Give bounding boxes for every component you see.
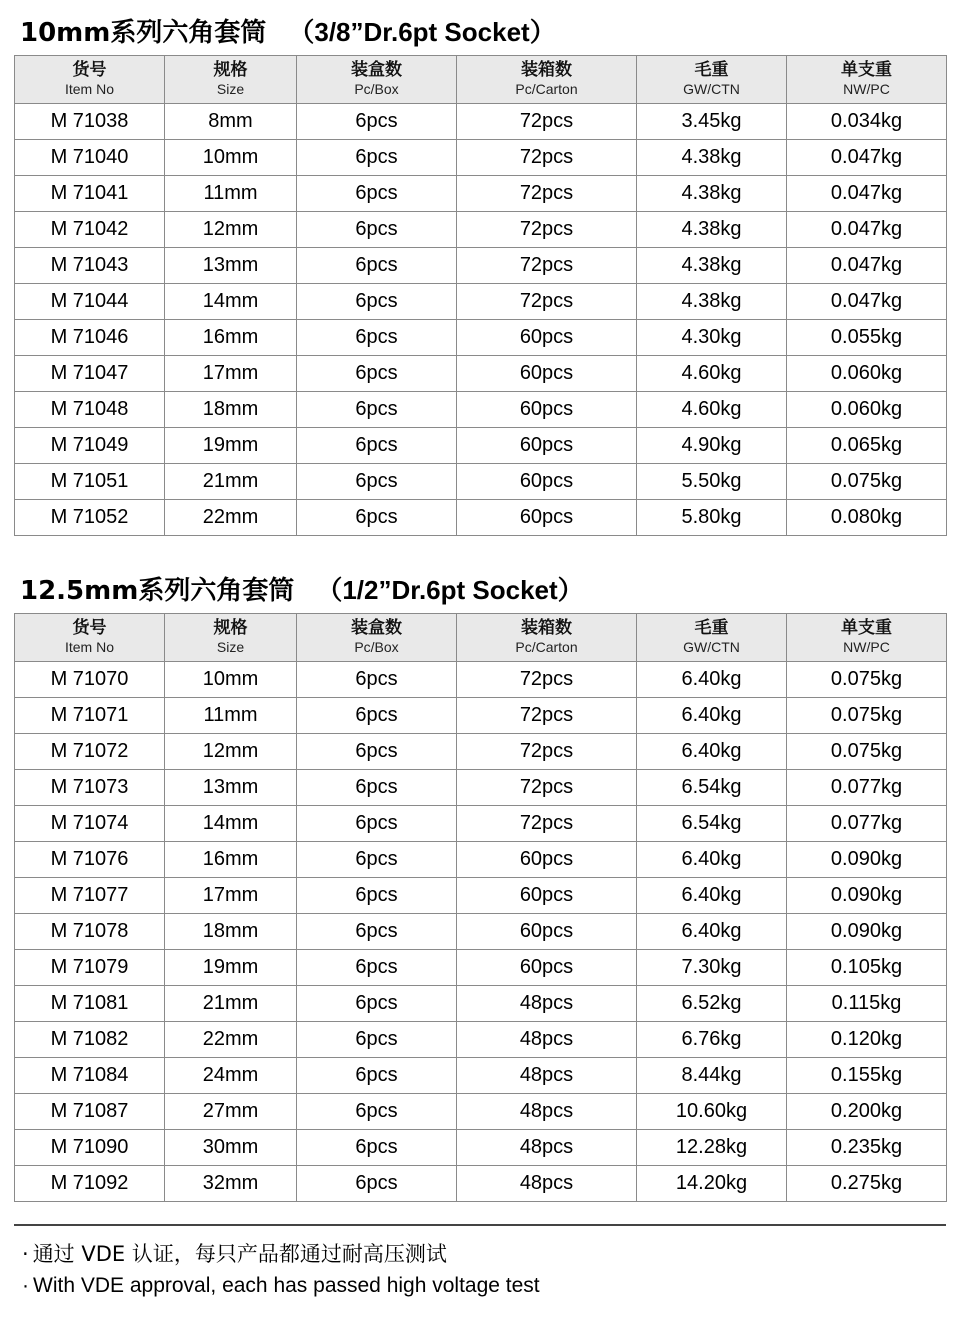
- cell-size: 17mm: [165, 877, 297, 913]
- cell-nw-pc: 0.077kg: [787, 769, 947, 805]
- cell-item-no: M 71071: [15, 697, 165, 733]
- cell-nw-pc: 0.075kg: [787, 697, 947, 733]
- table-row: [15, 283, 947, 319]
- cell-pc-carton: 48pcs: [457, 1021, 637, 1057]
- cell-gw-ctn: 3.45kg: [637, 103, 787, 139]
- section-title-1: [14, 8, 946, 55]
- cell-nw-pc: 0.075kg: [787, 661, 947, 697]
- cell-nw-pc: 0.055kg: [787, 319, 947, 355]
- cell-size: 18mm: [165, 391, 297, 427]
- cell-size: 14mm: [165, 283, 297, 319]
- cell-size: 11mm: [165, 175, 297, 211]
- table-row: [15, 733, 947, 769]
- cell-nw-pc: 0.077kg: [787, 805, 947, 841]
- cell-size: 21mm: [165, 463, 297, 499]
- cell-pc-box: 6pcs: [297, 697, 457, 733]
- cell-pc-box: 6pcs: [297, 1093, 457, 1129]
- table-row: [15, 769, 947, 805]
- cell-gw-ctn: 6.54kg: [637, 805, 787, 841]
- cell-item-no: M 71052: [15, 499, 165, 535]
- col-header-pc-box: 装盒数 Pc/Box: [297, 613, 457, 661]
- cell-item-no: M 71043: [15, 247, 165, 283]
- cell-pc-box: 6pcs: [297, 913, 457, 949]
- col-header-pc-carton: 装箱数 Pc/Carton: [457, 613, 637, 661]
- cell-item-no: M 71092: [15, 1165, 165, 1201]
- cell-gw-ctn: 14.20kg: [637, 1165, 787, 1201]
- cell-pc-carton: 72pcs: [457, 661, 637, 697]
- cell-nw-pc: 0.075kg: [787, 463, 947, 499]
- cell-size: 24mm: [165, 1057, 297, 1093]
- cell-pc-box: 6pcs: [297, 211, 457, 247]
- cell-item-no: M 71048: [15, 391, 165, 427]
- table-row: [15, 1129, 947, 1165]
- cell-gw-ctn: 6.52kg: [637, 985, 787, 1021]
- table-row: [15, 391, 947, 427]
- cell-pc-box: 6pcs: [297, 949, 457, 985]
- cell-pc-box: 6pcs: [297, 661, 457, 697]
- cell-pc-carton: 72pcs: [457, 247, 637, 283]
- cell-pc-box: 6pcs: [297, 1165, 457, 1201]
- table-row: [15, 877, 947, 913]
- cell-nw-pc: 0.075kg: [787, 733, 947, 769]
- table-header-row: [15, 56, 947, 104]
- col-header-gw-ctn: 毛重 GW/CTN: [637, 613, 787, 661]
- cell-item-no: M 71079: [15, 949, 165, 985]
- cell-size: 19mm: [165, 949, 297, 985]
- cell-size: 30mm: [165, 1129, 297, 1165]
- cell-pc-carton: 60pcs: [457, 391, 637, 427]
- cell-pc-carton: 72pcs: [457, 733, 637, 769]
- cell-gw-ctn: 6.40kg: [637, 877, 787, 913]
- footer-notes: [14, 1224, 946, 1303]
- cell-pc-box: 6pcs: [297, 877, 457, 913]
- cell-pc-box: 6pcs: [297, 103, 457, 139]
- cell-item-no: M 71090: [15, 1129, 165, 1165]
- col-header-size: 规格 Size: [165, 56, 297, 104]
- table-row: [15, 985, 947, 1021]
- cell-item-no: M 71076: [15, 841, 165, 877]
- cell-gw-ctn: 6.40kg: [637, 913, 787, 949]
- cell-pc-carton: 48pcs: [457, 1057, 637, 1093]
- table-row: [15, 139, 947, 175]
- table-row: [15, 427, 947, 463]
- cell-gw-ctn: 4.60kg: [637, 391, 787, 427]
- cell-pc-box: 6pcs: [297, 1129, 457, 1165]
- cell-nw-pc: 0.120kg: [787, 1021, 947, 1057]
- table-row: [15, 175, 947, 211]
- table-row: [15, 319, 947, 355]
- cell-pc-carton: 60pcs: [457, 949, 637, 985]
- table-row: [15, 499, 947, 535]
- table-row: [15, 841, 947, 877]
- cell-item-no: M 71038: [15, 103, 165, 139]
- cell-pc-carton: 48pcs: [457, 985, 637, 1021]
- cell-nw-pc: 0.034kg: [787, 103, 947, 139]
- cell-nw-pc: 0.090kg: [787, 877, 947, 913]
- cell-pc-box: 6pcs: [297, 841, 457, 877]
- cell-pc-carton: 60pcs: [457, 877, 637, 913]
- cell-pc-box: 6pcs: [297, 499, 457, 535]
- col-header-gw-ctn: 毛重 GW/CTN: [637, 56, 787, 104]
- cell-item-no: M 71049: [15, 427, 165, 463]
- cell-nw-pc: 0.047kg: [787, 175, 947, 211]
- cell-nw-pc: 0.090kg: [787, 913, 947, 949]
- section-title-1-cn: 10mm系列六角套筒: [20, 18, 267, 48]
- cell-pc-carton: 72pcs: [457, 103, 637, 139]
- cell-pc-box: 6pcs: [297, 805, 457, 841]
- cell-pc-box: 6pcs: [297, 247, 457, 283]
- cell-nw-pc: 0.090kg: [787, 841, 947, 877]
- cell-size: 10mm: [165, 139, 297, 175]
- table-row: [15, 355, 947, 391]
- cell-item-no: M 71074: [15, 805, 165, 841]
- cell-pc-carton: 60pcs: [457, 463, 637, 499]
- cell-size: 17mm: [165, 355, 297, 391]
- cell-pc-carton: 72pcs: [457, 283, 637, 319]
- col-header-size: 规格 Size: [165, 613, 297, 661]
- cell-pc-carton: 72pcs: [457, 175, 637, 211]
- cell-item-no: M 71082: [15, 1021, 165, 1057]
- table-row: [15, 697, 947, 733]
- col-header-pc-box: 装盒数 Pc/Box: [297, 56, 457, 104]
- cell-gw-ctn: 7.30kg: [637, 949, 787, 985]
- table-row: [15, 661, 947, 697]
- cell-nw-pc: 0.200kg: [787, 1093, 947, 1129]
- cell-pc-box: 6pcs: [297, 139, 457, 175]
- table-row: [15, 463, 947, 499]
- cell-pc-box: 6pcs: [297, 427, 457, 463]
- cell-pc-carton: 60pcs: [457, 319, 637, 355]
- cell-pc-box: 6pcs: [297, 319, 457, 355]
- cell-item-no: M 71040: [15, 139, 165, 175]
- cell-size: 16mm: [165, 841, 297, 877]
- cell-size: 12mm: [165, 211, 297, 247]
- cell-item-no: M 71044: [15, 283, 165, 319]
- cell-gw-ctn: 4.38kg: [637, 211, 787, 247]
- cell-gw-ctn: 5.80kg: [637, 499, 787, 535]
- col-header-pc-carton: 装箱数 Pc/Carton: [457, 56, 637, 104]
- table-row: [15, 805, 947, 841]
- cell-nw-pc: 0.235kg: [787, 1129, 947, 1165]
- cell-nw-pc: 0.275kg: [787, 1165, 947, 1201]
- cell-gw-ctn: 6.40kg: [637, 661, 787, 697]
- cell-pc-box: 6pcs: [297, 733, 457, 769]
- cell-size: 32mm: [165, 1165, 297, 1201]
- section-title-2: [14, 566, 946, 613]
- cell-pc-carton: 48pcs: [457, 1165, 637, 1201]
- cell-gw-ctn: 6.54kg: [637, 769, 787, 805]
- cell-nw-pc: 0.155kg: [787, 1057, 947, 1093]
- cell-pc-carton: 60pcs: [457, 499, 637, 535]
- cell-pc-box: 6pcs: [297, 355, 457, 391]
- cell-pc-carton: 48pcs: [457, 1093, 637, 1129]
- cell-pc-carton: 60pcs: [457, 355, 637, 391]
- cell-gw-ctn: 4.60kg: [637, 355, 787, 391]
- cell-size: 19mm: [165, 427, 297, 463]
- cell-size: 10mm: [165, 661, 297, 697]
- note-text-en: With VDE approval, each has passed high voltage test: [33, 1274, 540, 1298]
- cell-nw-pc: 0.047kg: [787, 283, 947, 319]
- section-spacer: [14, 536, 946, 566]
- cell-nw-pc: 0.060kg: [787, 391, 947, 427]
- cell-pc-box: 6pcs: [297, 1057, 457, 1093]
- cell-gw-ctn: 4.90kg: [637, 427, 787, 463]
- cell-pc-carton: 72pcs: [457, 805, 637, 841]
- cell-item-no: M 71047: [15, 355, 165, 391]
- cell-gw-ctn: 4.38kg: [637, 247, 787, 283]
- cell-item-no: M 71041: [15, 175, 165, 211]
- cell-nw-pc: 0.047kg: [787, 211, 947, 247]
- cell-size: 16mm: [165, 319, 297, 355]
- cell-gw-ctn: 4.38kg: [637, 175, 787, 211]
- cell-nw-pc: 0.080kg: [787, 499, 947, 535]
- section-title-1-en: （3/8”Dr.6pt Socket）: [288, 17, 556, 47]
- cell-pc-box: 6pcs: [297, 985, 457, 1021]
- table-row: [15, 103, 947, 139]
- cell-item-no: M 71077: [15, 877, 165, 913]
- cell-gw-ctn: 4.38kg: [637, 139, 787, 175]
- note-line-cn: [22, 1238, 946, 1271]
- cell-item-no: M 71051: [15, 463, 165, 499]
- cell-gw-ctn: 6.40kg: [637, 733, 787, 769]
- cell-gw-ctn: 4.30kg: [637, 319, 787, 355]
- cell-size: 13mm: [165, 769, 297, 805]
- cell-pc-box: 6pcs: [297, 1021, 457, 1057]
- cell-gw-ctn: 4.38kg: [637, 283, 787, 319]
- cell-item-no: M 71084: [15, 1057, 165, 1093]
- cell-pc-carton: 72pcs: [457, 697, 637, 733]
- note-bullet-icon: ·: [22, 1274, 29, 1298]
- cell-size: 8mm: [165, 103, 297, 139]
- cell-gw-ctn: 6.76kg: [637, 1021, 787, 1057]
- cell-size: 27mm: [165, 1093, 297, 1129]
- cell-size: 14mm: [165, 805, 297, 841]
- cell-size: 18mm: [165, 913, 297, 949]
- cell-pc-box: 6pcs: [297, 391, 457, 427]
- table-row: [15, 1093, 947, 1129]
- cell-nw-pc: 0.047kg: [787, 247, 947, 283]
- cell-item-no: M 71046: [15, 319, 165, 355]
- table-row: [15, 211, 947, 247]
- section-title-2-cn: 12.5mm系列六角套筒: [20, 575, 295, 606]
- cell-item-no: M 71070: [15, 661, 165, 697]
- cell-item-no: M 71073: [15, 769, 165, 805]
- cell-item-no: M 71042: [15, 211, 165, 247]
- cell-size: 13mm: [165, 247, 297, 283]
- spec-table-2: [14, 613, 947, 1202]
- cell-pc-box: 6pcs: [297, 175, 457, 211]
- cell-size: 22mm: [165, 499, 297, 535]
- cell-pc-carton: 72pcs: [457, 211, 637, 247]
- cell-nw-pc: 0.065kg: [787, 427, 947, 463]
- cell-pc-box: 6pcs: [297, 769, 457, 805]
- table-row: [15, 913, 947, 949]
- cell-gw-ctn: 8.44kg: [637, 1057, 787, 1093]
- table-row: [15, 1021, 947, 1057]
- cell-nw-pc: 0.115kg: [787, 985, 947, 1021]
- cell-gw-ctn: 5.50kg: [637, 463, 787, 499]
- cell-size: 22mm: [165, 1021, 297, 1057]
- cell-pc-carton: 72pcs: [457, 139, 637, 175]
- table-row: [15, 247, 947, 283]
- cell-nw-pc: 0.105kg: [787, 949, 947, 985]
- cell-pc-carton: 60pcs: [457, 427, 637, 463]
- cell-item-no: M 71087: [15, 1093, 165, 1129]
- cell-nw-pc: 0.060kg: [787, 355, 947, 391]
- cell-gw-ctn: 6.40kg: [637, 841, 787, 877]
- col-header-nw-pc: 单支重 NW/PC: [787, 56, 947, 104]
- section-title-2-en: （1/2”Dr.6pt Socket）: [316, 574, 584, 605]
- cell-size: 21mm: [165, 985, 297, 1021]
- note-bullet-icon: ·: [22, 1241, 29, 1266]
- note-line-en: [22, 1270, 946, 1303]
- cell-item-no: M 71081: [15, 985, 165, 1021]
- cell-size: 12mm: [165, 733, 297, 769]
- cell-gw-ctn: 12.28kg: [637, 1129, 787, 1165]
- note-text-cn: 通过 VDE 认证，每只产品都通过耐高压测试: [32, 1241, 447, 1266]
- cell-pc-carton: 60pcs: [457, 913, 637, 949]
- cell-item-no: M 71072: [15, 733, 165, 769]
- table-row: [15, 1165, 947, 1201]
- cell-pc-carton: 48pcs: [457, 1129, 637, 1165]
- cell-pc-box: 6pcs: [297, 283, 457, 319]
- col-header-nw-pc: 单支重 NW/PC: [787, 613, 947, 661]
- cell-item-no: M 71078: [15, 913, 165, 949]
- cell-pc-carton: 72pcs: [457, 769, 637, 805]
- cell-pc-box: 6pcs: [297, 463, 457, 499]
- table-header-row: [15, 613, 947, 661]
- col-header-item-no: 货号 Item No: [15, 56, 165, 104]
- spec-table-1: [14, 55, 947, 536]
- cell-size: 11mm: [165, 697, 297, 733]
- cell-pc-carton: 60pcs: [457, 841, 637, 877]
- table-row: [15, 949, 947, 985]
- cell-gw-ctn: 10.60kg: [637, 1093, 787, 1129]
- cell-gw-ctn: 6.40kg: [637, 697, 787, 733]
- table-row: [15, 1057, 947, 1093]
- cell-nw-pc: 0.047kg: [787, 139, 947, 175]
- col-header-item-no: 货号 Item No: [15, 613, 165, 661]
